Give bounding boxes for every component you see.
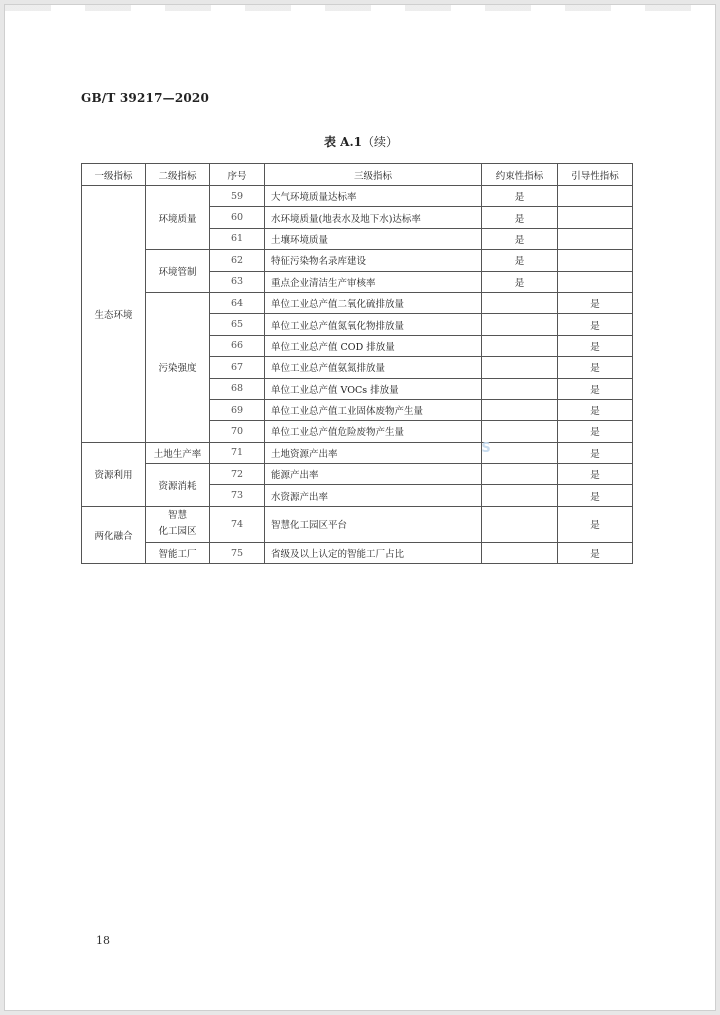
- level1-cell: 两化融合: [82, 506, 146, 563]
- level3-indicator: 智慧化工园区平台: [265, 506, 482, 542]
- row-number: 72: [210, 464, 265, 485]
- binding-mark: [482, 292, 558, 313]
- row-number: 63: [210, 271, 265, 292]
- table-row: [82, 542, 633, 563]
- level3-indicator: 能源产出率: [265, 464, 482, 485]
- row-number: 60: [210, 207, 265, 228]
- row-number: 59: [210, 186, 265, 207]
- binding-mark: [482, 335, 558, 356]
- level1-cell: 生态环境: [82, 186, 146, 443]
- guiding-mark: 是: [558, 335, 633, 356]
- column-header: 二级指标: [146, 164, 210, 186]
- guiding-mark: [558, 186, 633, 207]
- table-title: [5, 133, 717, 150]
- level3-indicator: 特征污染物名录库建设: [265, 250, 482, 271]
- row-number: 66: [210, 335, 265, 356]
- page-number: 18: [96, 934, 110, 947]
- column-header: 一级指标: [82, 164, 146, 186]
- level2-cell: 环境质量: [146, 186, 210, 250]
- row-number: 67: [210, 357, 265, 378]
- level3-indicator: 单位工业总产值氮氧化物排放量: [265, 314, 482, 335]
- watermark-logo: S: [481, 441, 491, 456]
- table-row: [82, 250, 633, 271]
- level2-cell: 资源消耗: [146, 464, 210, 507]
- level3-indicator: 土壤环境质量: [265, 228, 482, 249]
- indicator-table: [81, 163, 633, 564]
- level3-indicator: 单位工业总产值工业固体废物产生量: [265, 399, 482, 420]
- table-row: [82, 186, 633, 207]
- level3-indicator: 土地资源产出率: [265, 442, 482, 463]
- level2-cell: 土地生产率: [146, 442, 210, 463]
- guiding-mark: 是: [558, 464, 633, 485]
- guiding-mark: [558, 250, 633, 271]
- binding-mark: [482, 485, 558, 506]
- binding-mark: [482, 357, 558, 378]
- level1-cell: 资源利用: [82, 442, 146, 506]
- guiding-mark: [558, 228, 633, 249]
- guiding-mark: 是: [558, 357, 633, 378]
- binding-mark: [482, 378, 558, 399]
- binding-mark: [482, 464, 558, 485]
- level3-indicator: 单位工业总产值危险废物产生量: [265, 421, 482, 442]
- row-number: 70: [210, 421, 265, 442]
- level3-indicator: 重点企业清洁生产审核率: [265, 271, 482, 292]
- table-row: [82, 464, 633, 485]
- table-header-row: [82, 164, 633, 186]
- row-number: 74: [210, 506, 265, 542]
- guiding-mark: 是: [558, 421, 633, 442]
- level2-cell: 污染强度: [146, 292, 210, 442]
- row-number: 73: [210, 485, 265, 506]
- binding-mark: 是: [482, 186, 558, 207]
- guiding-mark: [558, 207, 633, 228]
- level3-indicator: 大气环境质量达标率: [265, 186, 482, 207]
- column-header: 引导性指标: [558, 164, 633, 186]
- binding-mark: 是: [482, 228, 558, 249]
- level3-indicator: 单位工业总产值氨氮排放量: [265, 357, 482, 378]
- level3-indicator: 单位工业总产值二氧化硫排放量: [265, 292, 482, 313]
- guiding-mark: 是: [558, 399, 633, 420]
- level3-indicator: 单位工业总产值 VOCs 排放量: [265, 378, 482, 399]
- row-number: 71: [210, 442, 265, 463]
- level3-indicator: 单位工业总产值 COD 排放量: [265, 335, 482, 356]
- binding-mark: [482, 314, 558, 335]
- level2-cell: 智能工厂: [146, 542, 210, 563]
- row-number: 65: [210, 314, 265, 335]
- table-title-suffix: （续）: [362, 135, 399, 149]
- document-page: [4, 4, 716, 1011]
- row-number: 61: [210, 228, 265, 249]
- table-row: [82, 292, 633, 313]
- binding-mark: 是: [482, 250, 558, 271]
- binding-mark: [482, 421, 558, 442]
- guiding-mark: 是: [558, 378, 633, 399]
- column-header: 约束性指标: [482, 164, 558, 186]
- guiding-mark: 是: [558, 485, 633, 506]
- binding-mark: 是: [482, 271, 558, 292]
- row-number: 69: [210, 399, 265, 420]
- level3-indicator: 水资源产出率: [265, 485, 482, 506]
- scan-edge-decoration: [5, 5, 717, 11]
- guiding-mark: [558, 271, 633, 292]
- guiding-mark: 是: [558, 314, 633, 335]
- binding-mark: [482, 399, 558, 420]
- table-title-label: 表 A.1: [323, 135, 362, 149]
- row-number: 62: [210, 250, 265, 271]
- column-header: 三级指标: [265, 164, 482, 186]
- guiding-mark: 是: [558, 292, 633, 313]
- level3-indicator: 省级及以上认定的智能工厂占比: [265, 542, 482, 563]
- level2-cell: 环境管制: [146, 250, 210, 293]
- binding-mark: [482, 542, 558, 563]
- binding-mark: [482, 506, 558, 542]
- table-row: [82, 506, 633, 542]
- row-number: 64: [210, 292, 265, 313]
- level2-cell: 智慧 化工园区: [146, 506, 210, 542]
- guiding-mark: 是: [558, 442, 633, 463]
- table-row: [82, 442, 633, 463]
- standard-code: GB/T 39217—2020: [81, 91, 210, 105]
- column-header: 序号: [210, 164, 265, 186]
- guiding-mark: 是: [558, 506, 633, 542]
- level3-indicator: 水环境质量(地表水及地下水)达标率: [265, 207, 482, 228]
- row-number: 75: [210, 542, 265, 563]
- row-number: 68: [210, 378, 265, 399]
- guiding-mark: 是: [558, 542, 633, 563]
- binding-mark: 是: [482, 207, 558, 228]
